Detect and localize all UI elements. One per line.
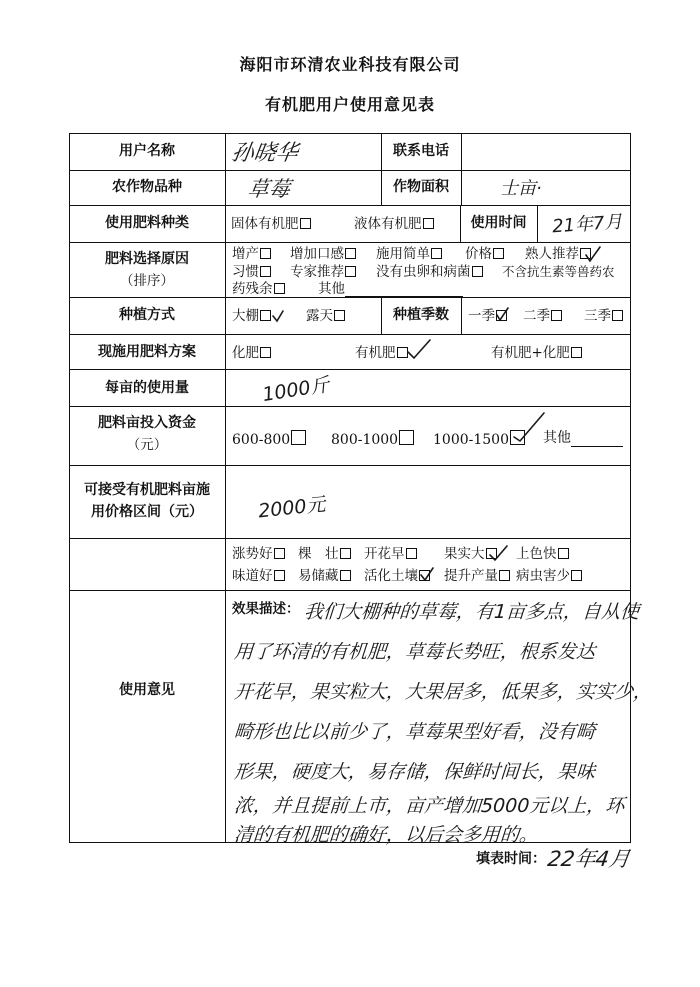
option-open-field: 露天: [306, 308, 333, 324]
fertilizer-type-label: 使用肥料种类: [105, 215, 189, 231]
reason-increase-yield: 增产: [232, 246, 259, 262]
crop-label: 农作物品种: [112, 179, 182, 195]
user-name-value: 孙晓华: [229, 141, 300, 166]
check-1000-1500: [514, 413, 544, 441]
option-two-season: 二季: [523, 308, 550, 324]
option-organic: 有机肥: [355, 345, 396, 361]
crop-value: 草莓: [246, 177, 292, 201]
fill-date-label: 填表时间：: [476, 851, 546, 867]
price-range-label: 可接受有机肥料亩施 用价格区间（元）: [84, 482, 210, 520]
option-liquid-organic: 液体有机肥: [354, 216, 422, 232]
option-chemical: 化肥: [232, 345, 259, 361]
investment-label: 肥料亩投入资金 （元）: [98, 415, 196, 453]
reason-residue: 药残余: [232, 281, 273, 297]
effect-line-3: 开花早，果实粒大，大果居多，低果多，实实少，: [233, 681, 653, 703]
check-greenhouse: [273, 311, 283, 321]
effect-line-5: 形果，硬度大，易存储，保鲜时间长，果味: [233, 761, 596, 783]
check-referral: [586, 247, 600, 261]
season-label: 种植季数: [393, 307, 449, 323]
use-time-label: 使用时间: [470, 215, 527, 231]
use-time-value: 21年7月: [551, 211, 624, 238]
opinion-sturdy: 棵 壮: [298, 546, 339, 562]
opinion-growth: 涨势好: [232, 546, 273, 562]
area-value: 士亩·: [500, 178, 542, 199]
option-one-season: 一季: [468, 308, 495, 324]
check-one-season: [497, 308, 508, 320]
check-organic: [408, 340, 430, 358]
opinion-color: 上色快: [516, 546, 557, 562]
reason-price: 价格: [465, 246, 492, 262]
opinion-storage: 易储藏: [298, 568, 339, 584]
reason-other: 其他: [318, 281, 345, 297]
option-800-1000: 800-1000: [331, 432, 399, 448]
form-title: 有机肥用户使用意见表: [264, 95, 435, 114]
opinion-big-fruit: 果实大: [444, 546, 485, 562]
amount-label: 每亩的使用量: [105, 380, 189, 396]
reason-simple: 施用简单: [376, 246, 430, 262]
option-solid-organic: 固体有机肥: [231, 216, 299, 232]
reason-taste: 增加口感: [290, 246, 344, 262]
reason-habit: 习惯: [232, 264, 259, 280]
check-soil: [421, 568, 433, 580]
effect-line-1: 我们大棚种的草莓，有1亩多点，自从使: [303, 601, 640, 623]
reason-no-pests: 没有虫卵和病菌: [376, 264, 471, 280]
planting-method-label: 种植方式: [119, 307, 175, 323]
reason-no-antibiotics: 不含抗生素等兽药农: [502, 264, 615, 279]
price-value: 2000元: [257, 493, 327, 523]
reason-label: 肥料选择原因 （排序）: [105, 251, 189, 289]
option-600-800: 600-800: [232, 432, 291, 448]
option-other: 其他: [543, 430, 571, 446]
phone-label: 联系电话: [393, 143, 449, 159]
opinion-pest: 病虫害少: [516, 568, 570, 584]
effect-description-label: 效果描述：: [232, 601, 300, 617]
opinion-early-bloom: 开花早: [364, 546, 405, 562]
reason-expert: 专家推荐: [290, 264, 344, 280]
effect-line-2: 用了环清的有机肥，草莓长势旺，根系发达: [233, 641, 596, 663]
area-label: 作物面积: [393, 179, 449, 195]
user-name-label: 用户名称: [119, 143, 175, 159]
option-mixed: 有机肥+化肥: [491, 345, 570, 361]
reason-referral: 熟人推荐: [525, 246, 579, 262]
amount-value: 1000斤: [260, 373, 331, 407]
opinion-label: 使用意见: [119, 682, 175, 698]
opinion-soil: 活化土壤: [364, 568, 418, 584]
company-name: 海阳市环清农业科技有限公司: [239, 55, 461, 74]
check-big-fruit: [490, 546, 507, 560]
effect-line-6: 浓，并且提前上市，亩产增加5000元以上，环: [233, 795, 626, 817]
option-three-season: 三季: [584, 308, 611, 324]
effect-line-7: 清的有机肥的确好，以后会多用的。: [233, 824, 539, 846]
opinion-yield: 提升产量: [444, 568, 498, 584]
current-plan-label: 现施用肥料方案: [98, 344, 196, 360]
opinion-taste: 味道好: [232, 568, 273, 584]
effect-line-4: 畸形也比以前少了，草莓果型好看，没有畸: [233, 721, 596, 743]
fill-date-value: 22年4月: [546, 847, 632, 871]
option-1000-1500: 1000-1500: [433, 432, 509, 448]
option-greenhouse: 大棚: [232, 308, 259, 324]
